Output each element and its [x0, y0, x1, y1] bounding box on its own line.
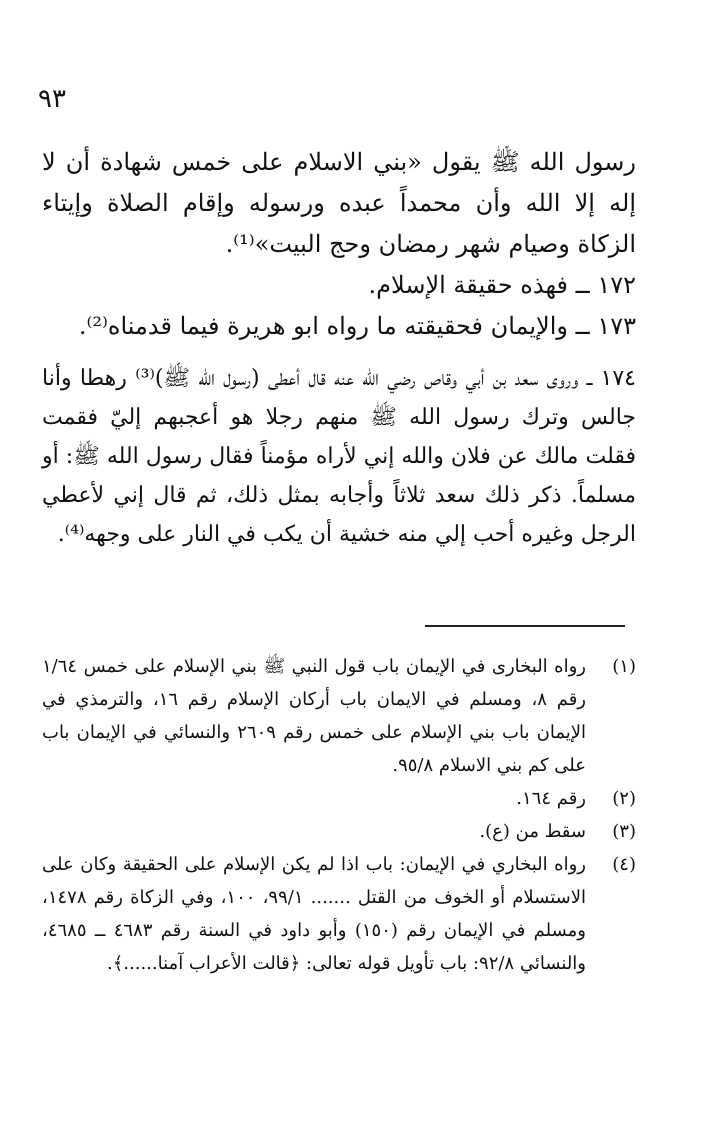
paragraph-173: ١٧٣ ــ والإيمان فحقيقته ما رواه ابو هريرة فيما قدمناه⁽²⁾. [78, 312, 636, 340]
footnote-text: سقط من (ع). [479, 821, 586, 842]
footnote-text: رواه البخارى في الإيمان باب قول النبي ﷺ بني الإسلام على خمس ١/٦٤ رقم ٨، ومسلم في الايمان باب أركان الإسلام رقم ١٦، والترمذي في الإيمان باب بني الإسلام على خمس رقم ٢٦٠٩ والنسائي في الإيمان باب على كم بني الاسلام ٩٥/٨. [42, 656, 587, 776]
paragraph-174: ١٧٤ ــ وروى سعد بن أبي وقاص رضي الله عنه قال أعطى (رسول الله ﷺ)⁽³⁾ رهطا وأنا جالس وترك رسول الله ﷺ منهم رجلا هو أعجبهم إليّ فقمت فقلت مالك عن فلان والله إني لأراه مؤمناً فقال رسول الله ﷺ: أو مسلماً. ذكر ذلك سعد ثلاثاً وأجابه بمثل ذلك، ثم قال إني لأعطي الرجل وغيره أحب إلي منه خشية أن يكب في النار على وجهه⁽⁴⁾. [42, 366, 636, 547]
footnote-1 [42, 650, 636, 782]
footnote-number: (٣) [612, 821, 636, 842]
paragraph-172: ١٧٢ ــ فهذه حقيقة الإسلام. [368, 271, 636, 299]
footnote-number: (١) [612, 656, 636, 677]
footnote-2 [42, 782, 636, 815]
footnote-text: رقم ١٦٤. [516, 788, 586, 809]
footnote-4 [42, 848, 636, 980]
footnote-text: رواه البخاري في الإيمان: باب اذا لم يكن الإسلام على الحقيقة وكان على الاستسلام أو الخوف من القتل ....... ٩٩/١، ١٠٠، وفي الزكاة رقم ١٤٧٨، ومسلم في الإيمان رقم (١٥٠) وأبو داود في السنة رقم ٤٦٨٣ ــ ٤٦٨٥، والنسائي ٩٢/٨: باب تأويل قوله تعالى: ﴿قالت الأعراب آمنا......﴾. [42, 854, 587, 974]
footnote-3 [42, 815, 636, 848]
footnote-number: (٢) [612, 788, 636, 809]
page-number: ٩٣ [38, 84, 66, 114]
footnotes [42, 650, 636, 980]
main-text [42, 142, 636, 554]
paragraph-hadith-pillars: رسول الله ﷺ يقول «بني الاسلام على خمس شهادة أن لا إله إلا الله وأن محمداً عبده ورسوله وإقام الصلاة وإيتاء الزكاة وصيام شهر رمضان وحج البيت»⁽¹⁾. [42, 148, 636, 258]
footnote-number: (٤) [612, 854, 636, 875]
footnote-separator [425, 625, 625, 627]
